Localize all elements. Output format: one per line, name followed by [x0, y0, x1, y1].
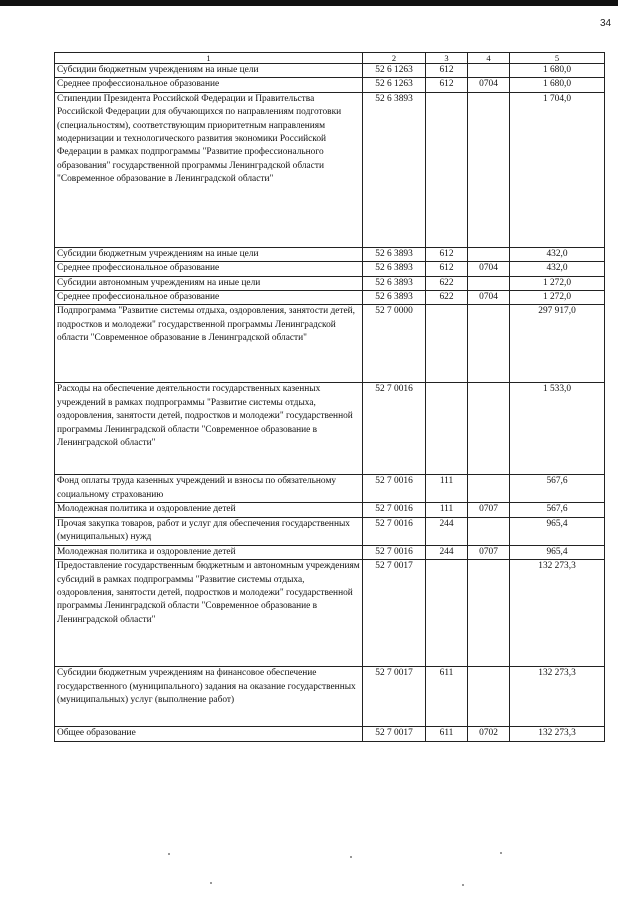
budget-table	[54, 52, 605, 742]
row-vr	[426, 560, 468, 667]
row-rz	[468, 92, 510, 247]
row-name: Молодежная политика и оздоровление детей	[55, 503, 363, 517]
row-code: 52 7 0017	[363, 727, 426, 741]
row-code: 52 6 3893	[363, 247, 426, 261]
header-col-1: 1	[55, 53, 363, 64]
row-vr: 244	[426, 517, 468, 545]
row-sum: 432,0	[510, 262, 605, 276]
row-code: 52 7 0017	[363, 667, 426, 727]
row-code: 52 6 1263	[363, 64, 426, 78]
row-vr: 244	[426, 545, 468, 559]
row-sum: 132 273,3	[510, 727, 605, 741]
row-rz: 0704	[468, 291, 510, 305]
row-sum: 132 273,3	[510, 560, 605, 667]
row-code: 52 7 0016	[363, 517, 426, 545]
table-row	[55, 291, 605, 305]
table-header-row	[55, 53, 605, 64]
scan-speck	[462, 884, 464, 886]
scan-speck	[350, 856, 352, 858]
table-row	[55, 560, 605, 667]
scan-speck	[168, 853, 170, 855]
table-row	[55, 64, 605, 78]
row-vr: 612	[426, 64, 468, 78]
table-row	[55, 262, 605, 276]
table-row	[55, 517, 605, 545]
row-name: Субсидии автономным учреждениям на иные цели	[55, 276, 363, 290]
row-name: Подпрограмма "Развитие системы отдыха, оздоровления, занятости детей, подростков и молодежи" государственной программы Ленинградской области "Современное образование в Ленинградской области"	[55, 305, 363, 383]
row-sum: 297 917,0	[510, 305, 605, 383]
row-sum: 567,6	[510, 503, 605, 517]
header-col-5: 5	[510, 53, 605, 64]
row-sum: 1 704,0	[510, 92, 605, 247]
row-vr: 611	[426, 727, 468, 741]
row-rz: 0704	[468, 78, 510, 92]
row-sum: 132 273,3	[510, 667, 605, 727]
row-name: Среднее профессиональное образование	[55, 78, 363, 92]
table-row	[55, 503, 605, 517]
row-code: 52 7 0016	[363, 383, 426, 475]
row-sum: 1 680,0	[510, 78, 605, 92]
table-row	[55, 545, 605, 559]
row-rz	[468, 517, 510, 545]
row-rz	[468, 305, 510, 383]
row-rz: 0702	[468, 727, 510, 741]
row-vr: 622	[426, 276, 468, 290]
table-row	[55, 247, 605, 261]
row-vr: 612	[426, 262, 468, 276]
row-sum: 1 533,0	[510, 383, 605, 475]
row-vr: 612	[426, 247, 468, 261]
row-code: 52 6 1263	[363, 78, 426, 92]
row-code: 52 7 0016	[363, 545, 426, 559]
page-number: 34	[600, 18, 612, 29]
row-rz: 0704	[468, 262, 510, 276]
row-rz	[468, 64, 510, 78]
row-code: 52 6 3893	[363, 276, 426, 290]
top-border-bar	[0, 0, 618, 6]
table-row	[55, 92, 605, 247]
row-vr: 622	[426, 291, 468, 305]
row-sum: 432,0	[510, 247, 605, 261]
row-sum: 965,4	[510, 545, 605, 559]
scan-speck	[210, 882, 212, 884]
header-col-3: 3	[426, 53, 468, 64]
table-row	[55, 305, 605, 383]
row-rz: 0707	[468, 503, 510, 517]
row-vr	[426, 383, 468, 475]
row-code: 52 7 0016	[363, 475, 426, 503]
row-vr: 611	[426, 667, 468, 727]
row-name: Молодежная политика и оздоровление детей	[55, 545, 363, 559]
row-code: 52 7 0016	[363, 503, 426, 517]
table-row	[55, 276, 605, 290]
scan-speck	[500, 852, 502, 854]
row-vr: 111	[426, 503, 468, 517]
row-code: 52 6 3893	[363, 291, 426, 305]
header-col-4: 4	[468, 53, 510, 64]
row-name: Стипендии Президента Российской Федерации и Правительства Российской Федерации для обучающихся по направлениям подготовки (специальностям), соответствующим приоритетным направлениям модернизации и технологического развития экономики Российской Федерации в рамках подпрограммы "Развитие профессионального образования" государственной программы Ленинградской области "Современное образование в Ленинградской области"	[55, 92, 363, 247]
row-name: Общее образование	[55, 727, 363, 741]
row-vr	[426, 92, 468, 247]
row-name: Субсидии бюджетным учреждениям на финансовое обеспечение государственного (муниципального) задания на оказание государственных (муниципальных) услуг (выполнение работ)	[55, 667, 363, 727]
row-rz	[468, 667, 510, 727]
row-code: 52 7 0000	[363, 305, 426, 383]
row-name: Субсидии бюджетным учреждениям на иные цели	[55, 247, 363, 261]
row-sum: 1 272,0	[510, 276, 605, 290]
table-row	[55, 727, 605, 741]
row-rz	[468, 247, 510, 261]
row-name: Прочая закупка товаров, работ и услуг для обеспечения государственных (муниципальных) нужд	[55, 517, 363, 545]
table-row	[55, 78, 605, 92]
row-code: 52 6 3893	[363, 262, 426, 276]
header-col-2: 2	[363, 53, 426, 64]
row-sum: 965,4	[510, 517, 605, 545]
row-rz	[468, 276, 510, 290]
table-row	[55, 475, 605, 503]
row-name: Фонд оплаты труда казенных учреждений и взносы по обязательному социальному страхованию	[55, 475, 363, 503]
row-code: 52 7 0017	[363, 560, 426, 667]
row-name: Среднее профессиональное образование	[55, 291, 363, 305]
row-vr: 111	[426, 475, 468, 503]
row-code: 52 6 3893	[363, 92, 426, 247]
row-rz	[468, 475, 510, 503]
table-row	[55, 667, 605, 727]
row-name: Среднее профессиональное образование	[55, 262, 363, 276]
row-sum: 567,6	[510, 475, 605, 503]
row-name: Предоставление государственным бюджетным и автономным учреждениям субсидий в рамках подпрограммы "Развитие системы отдыха, оздоровления, занятости детей, подростков и молодежи" государственной программы Ленинградской области "Современное образование в Ленинградской области"	[55, 560, 363, 667]
row-vr	[426, 305, 468, 383]
row-rz: 0707	[468, 545, 510, 559]
row-sum: 1 680,0	[510, 64, 605, 78]
row-vr: 612	[426, 78, 468, 92]
table-row	[55, 383, 605, 475]
row-name: Расходы на обеспечение деятельности государственных казенных учреждений в рамках подпрограммы "Развитие системы отдыха, оздоровления, занятости детей, подростков и молодежи" государственной программы Ленинградской области "Современное образование в Ленинградской области"	[55, 383, 363, 475]
row-rz	[468, 383, 510, 475]
row-sum: 1 272,0	[510, 291, 605, 305]
row-rz	[468, 560, 510, 667]
row-name: Субсидии бюджетным учреждениям на иные цели	[55, 64, 363, 78]
